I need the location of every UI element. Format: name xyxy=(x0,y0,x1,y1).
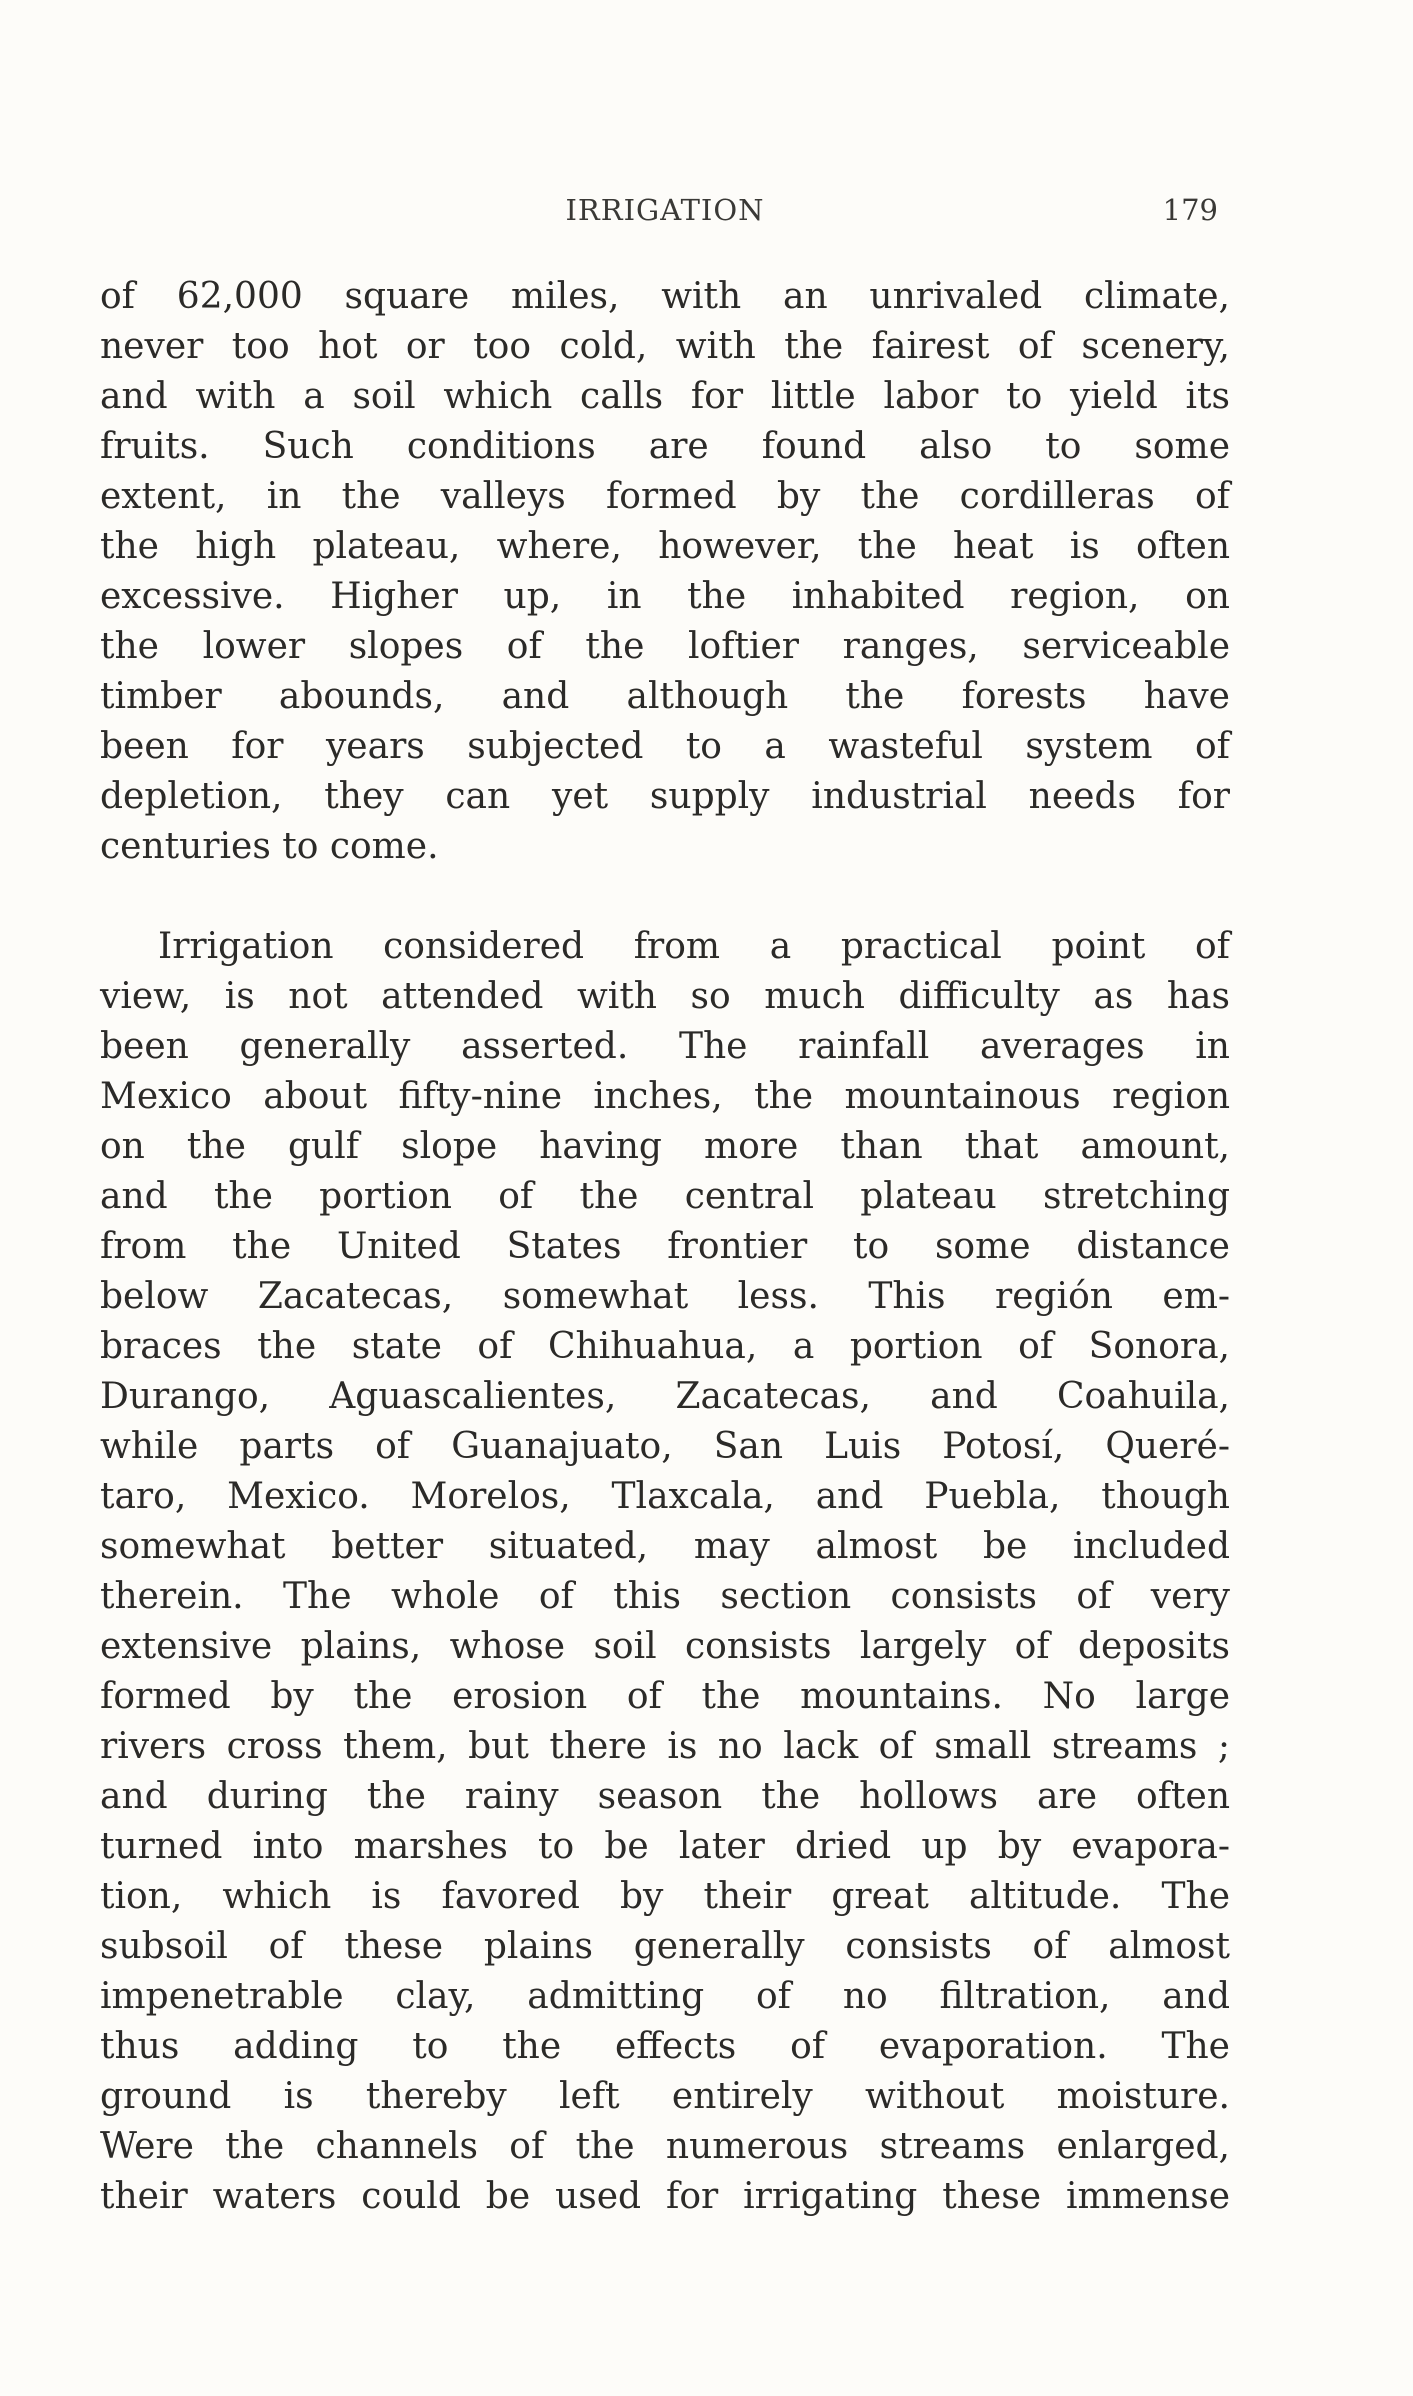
text-line: somewhat better situated, may almost be included xyxy=(100,1526,1230,1567)
text-line: fruits. Such conditions are found also to some xyxy=(100,426,1230,467)
text-line: and with a soil which calls for little labor to yield its xyxy=(100,376,1230,417)
text-line: below Zacatecas, somewhat less. This región em- xyxy=(100,1276,1230,1317)
running-title: IRRIGATION xyxy=(565,193,765,227)
text-line: the lower slopes of the loftier ranges, serviceable xyxy=(100,626,1230,667)
text-line: therein. The whole of this section consists of very xyxy=(100,1576,1230,1617)
text-line: been for years subjected to a wasteful system of xyxy=(100,726,1230,767)
text-line: extent, in the valleys formed by the cordilleras of xyxy=(100,476,1230,517)
text-line: braces the state of Chihuahua, a portion of Sonora, xyxy=(100,1326,1230,1367)
text-line: timber abounds, and although the forests have xyxy=(100,676,1230,717)
text-line: formed by the erosion of the mountains. No large xyxy=(100,1676,1230,1717)
text-line: rivers cross them, but there is no lack of small streams ; xyxy=(100,1726,1230,1767)
text-line: Mexico about fifty-nine inches, the mountainous region xyxy=(100,1076,1230,1117)
text-line: of 62,000 square miles, with an unrivaled climate, xyxy=(100,276,1230,317)
text-line: and during the rainy season the hollows are often xyxy=(100,1776,1230,1817)
text-line: centuries to come. xyxy=(100,826,439,867)
paragraph-1 xyxy=(100,272,1230,872)
text-line: tion, which is favored by their great altitude. The xyxy=(100,1876,1230,1917)
text-line: taro, Mexico. Morelos, Tlaxcala, and Puebla, though xyxy=(100,1476,1230,1517)
text-line: from the United States frontier to some distance xyxy=(100,1226,1230,1267)
text-line: impenetrable clay, admitting of no filtration, and xyxy=(100,1976,1230,2017)
text-line: Were the channels of the numerous streams enlarged, xyxy=(100,2126,1230,2167)
text-line: excessive. Higher up, in the inhabited region, on xyxy=(100,576,1230,617)
paragraph-2 xyxy=(100,922,1230,2222)
text-line: turned into marshes to be later dried up by evapora- xyxy=(100,1826,1230,1867)
text-line: extensive plains, whose soil consists largely of deposits xyxy=(100,1626,1230,1667)
text-line: Irrigation considered from a practical point of xyxy=(158,926,1230,967)
text-line: depletion, they can yet supply industrial needs for xyxy=(100,776,1230,817)
page-number: 179 xyxy=(1162,193,1218,227)
text-line: the high plateau, where, however, the heat is often xyxy=(100,526,1230,567)
text-line: and the portion of the central plateau stretching xyxy=(100,1176,1230,1217)
running-head xyxy=(100,190,1230,230)
text-line: ground is thereby left entirely without moisture. xyxy=(100,2076,1230,2117)
text-line: on the gulf slope having more than that amount, xyxy=(100,1126,1230,1167)
text-line: thus adding to the effects of evaporation. The xyxy=(100,2026,1230,2067)
text-line: their waters could be used for irrigating these immense xyxy=(100,2176,1230,2217)
text-line: been generally asserted. The rainfall averages in xyxy=(100,1026,1230,1067)
text-line: while parts of Guanajuato, San Luis Potosí, Queré- xyxy=(100,1426,1230,1467)
text-line: subsoil of these plains generally consists of almost xyxy=(100,1926,1230,1967)
text-line: view, is not attended with so much difficulty as has xyxy=(100,976,1230,1017)
text-line: never too hot or too cold, with the fairest of scenery, xyxy=(100,326,1230,367)
text-line: Durango, Aguascalientes, Zacatecas, and Coahuila, xyxy=(100,1376,1230,1417)
